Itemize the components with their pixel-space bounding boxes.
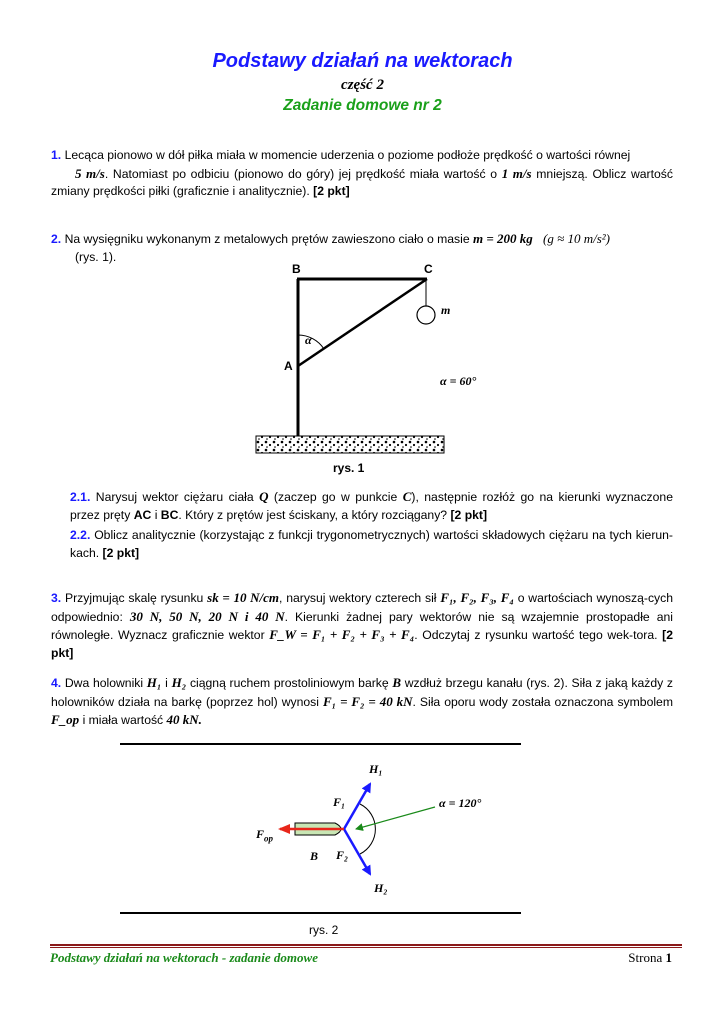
task-2-1-and: i — [154, 507, 158, 522]
task-1-number: 1. — [51, 148, 62, 162]
task-2-2-text: Oblicz analitycznie (korzystając z funkcji trygonometrycznych) wartości składowych ciężaru na tych kierun-kach. — [70, 528, 673, 560]
label-f2: F₂ — [336, 848, 349, 862]
rod-ac-label: AC — [133, 507, 152, 522]
task-4-and: i — [165, 676, 168, 690]
footer-rule-thin — [50, 947, 682, 948]
homework-title: Zadanie domowe nr 2 — [283, 97, 442, 114]
page-title: Podstawy działań na wektorach — [212, 50, 513, 72]
task-2-text-a: Na wysięgniku wykonanym z metalowych prętów zawieszono ciało o masie — [64, 232, 470, 246]
label-barge: B — [310, 849, 319, 863]
label-mass: m — [441, 303, 451, 317]
task-3-sum: F_W = F₁ + F₂ + F₃ + F₄ — [269, 627, 415, 642]
task-2-1-text-c: ), następnie rozłóż go na kierunki wyznaczone przez pręty — [70, 490, 673, 522]
task-3-text-a: Przyjmując skalę rysunku — [64, 591, 204, 605]
task-4-fop-value: 40 kN. — [166, 712, 202, 727]
task-4-text-c: wzdłuż brzegu kanału (rys. 2). Siła z jaką każdy z holowników działa na barkę (poprzez hol) wynosi — [51, 676, 674, 709]
task-2-1-points: [2 pkt] — [450, 507, 488, 522]
task-3-forces: F₁, F₂, F₃, F₄ — [440, 590, 514, 605]
task-2-mass: m = 200 kg — [473, 231, 533, 246]
label-alpha: α — [305, 333, 312, 347]
task-3-points: [2 pkt] — [51, 628, 673, 660]
task-1-text-c: mniejszą. Oblicz wartość zmiany prędkości piłki (graficznie i analitycznie). — [51, 166, 673, 198]
page-label: Strona — [628, 950, 663, 965]
task-4-text-e: i miała wartość — [82, 713, 164, 727]
page-value: 1 — [665, 950, 672, 965]
task-4-text-a: Dwa holowniki — [64, 676, 144, 690]
label-c: C — [424, 262, 433, 276]
task-3-number: 3. — [51, 591, 62, 605]
task-2-text-b: (rys. 1). — [75, 249, 117, 264]
task-3-scale: sk = 10 N/cm — [207, 590, 280, 605]
task-4-text-d: . Siła oporu wody została oznaczona symbolem — [412, 694, 673, 709]
task-4-fop: F_op — [51, 712, 80, 727]
task-3-text-d: . Kierunki żadnej pary wektorów nie są wzajemnie prostopadłe ani równoległe. Wyznacz graficznie wektor — [51, 609, 673, 642]
page-number — [628, 950, 672, 966]
vector-q: Q — [259, 489, 269, 504]
figure-1-caption: rys. 1 — [333, 461, 365, 475]
task-3-values: 30 N, 50 N, 20 N i 40 N — [129, 608, 285, 624]
label-fop — [256, 827, 273, 843]
task-3-text-b: , narysuj wektory czterech sił — [279, 591, 437, 605]
task-2-1-text-a: Narysuj wektor ciężaru ciała — [95, 490, 254, 504]
task-1-points: [2 pkt] — [313, 184, 350, 198]
task-3-text-c: o wartościach wynoszą-cych odpowiednio: — [51, 591, 673, 624]
angle-arc-2 — [360, 804, 375, 854]
task-2-2-number: 2.2. — [70, 528, 91, 542]
label-fop-sub: op — [264, 833, 274, 844]
label-a: A — [284, 359, 293, 373]
rod-bc-label: BC — [160, 507, 179, 522]
label-h1: H₁ — [369, 762, 383, 776]
tug-h1: H₁ — [146, 675, 162, 690]
figure-2-caption: rys. 2 — [309, 923, 339, 937]
task-4-text-b: ciągną ruchem prostoliniowym barkę — [189, 676, 389, 690]
point-c: C — [402, 489, 412, 504]
footer-title: Podstawy działań na wektorach - zadanie domowe — [50, 950, 318, 965]
task-2-1-number: 2.1. — [70, 490, 91, 504]
footer-rule — [50, 944, 682, 946]
vector-f1 — [344, 784, 370, 829]
task-2-gravity: (g ≈ 10 m/s²) — [542, 231, 610, 246]
barge-b: B — [392, 675, 402, 690]
tug-h2: H₂ — [171, 675, 187, 690]
task-1-text-b: . Natomiast po odbiciu (pionowo do góry) jej prędkość miała wartość o — [104, 166, 498, 181]
task-2-2-points: [2 pkt] — [102, 545, 140, 560]
task-1-speed-1: 5 m/s — [75, 165, 105, 181]
label-fop-main: F — [256, 827, 265, 841]
label-h2: H₂ — [374, 881, 388, 895]
part-subtitle: część 2 — [341, 77, 384, 93]
label-f1: F₁ — [333, 795, 346, 809]
task-1-text-a: Lecąca pionowo w dół piłka miała w momencie uderzenia o poziome podłoże prędkość o wartości równej — [64, 148, 631, 162]
task-2-1-text-d: . Który z prętów jest ściskany, a który rozciągany? — [178, 507, 448, 522]
task-2-1-text-b: (zaczep go w punkcie — [273, 490, 398, 504]
task-4-number: 4. — [51, 676, 62, 690]
task-1-speed-2: 1 m/s — [501, 165, 532, 181]
alpha-value-2: α = 120° — [439, 796, 482, 810]
alpha-value-1: α = 60° — [440, 374, 477, 388]
task-4-force: F₁ = F₂ = 40 kN — [322, 693, 413, 709]
label-b: B — [292, 262, 301, 276]
task-2-number: 2. — [51, 232, 62, 246]
task-3-text-e: . Odczytaj z rysunku wartość tego wek-tora. — [414, 628, 658, 642]
